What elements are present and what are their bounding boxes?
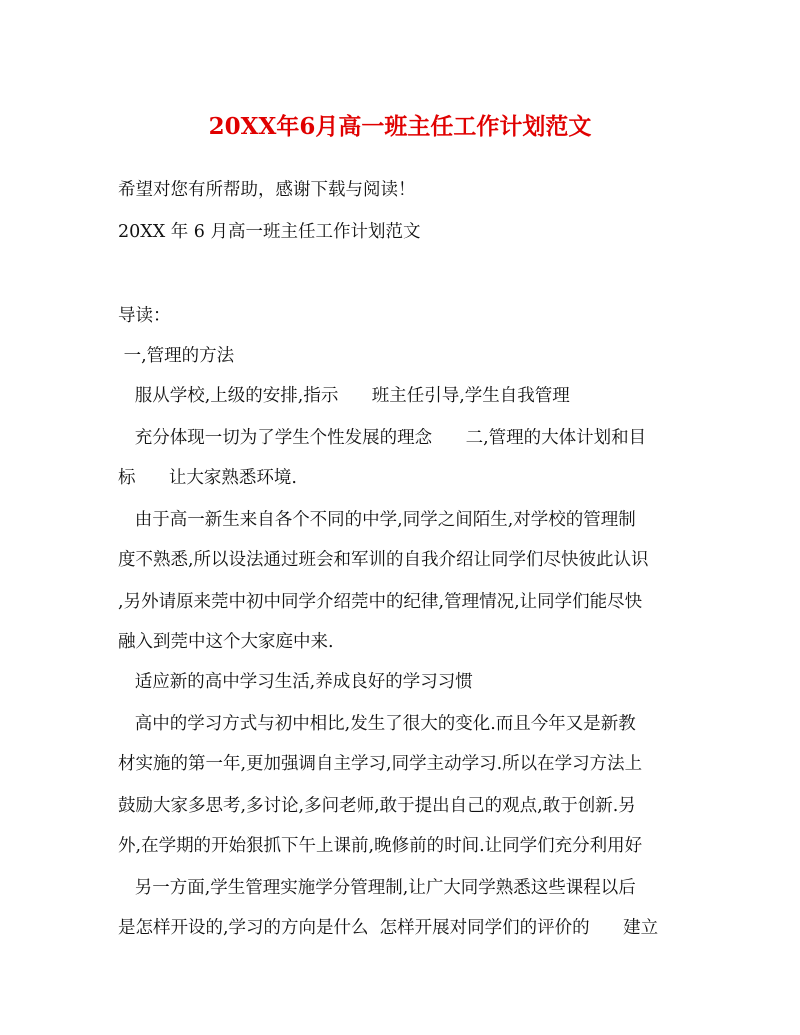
text-line: 20XX 年 6 月高一班主任工作计划范文 bbox=[118, 222, 421, 242]
text-line: 另一方面,学生管理实施学分管理制,让广大同学熟悉这些课程以后 bbox=[118, 878, 636, 898]
text-line: 是怎样开设的,学习的方向是什么 怎样开展对同学们的评价的 建立 bbox=[118, 918, 659, 938]
text-line: 标 让大家熟悉环境. bbox=[118, 468, 297, 488]
text-line: 度不熟悉,所以设法通过班会和军训的自我介绍让同学们尽快彼此认识 bbox=[118, 550, 649, 570]
text-line: 鼓励大家多思考,多讨论,多问老师,敢于提出自己的观点,敢于创新.另 bbox=[118, 796, 636, 816]
text-line: 一,管理的方法 bbox=[118, 346, 235, 366]
text-line: 充分体现一切为了学生个性发展的理念 二,管理的大体计划和目 bbox=[118, 428, 647, 448]
text-line: ,另外请原来莞中初中同学介绍莞中的纪律,管理情况,让同学们能尽快 bbox=[118, 592, 643, 612]
text-line: 融入到莞中这个大家庭中来. bbox=[118, 632, 334, 652]
text-line: 高中的学习方式与初中相比,发生了很大的变化.而且今年又是新教 bbox=[118, 714, 636, 734]
text-line: 导读： bbox=[118, 306, 171, 326]
text-line: 服从学校,上级的安排,指示 班主任引导,学生自我管理 bbox=[118, 386, 570, 406]
document-title: 20XX年6月高一班主任工作计划范文 bbox=[208, 113, 592, 140]
text-line: 希望对您有所帮助，感谢下载与阅读！ bbox=[118, 180, 416, 200]
text-line: 适应新的高中学习生活,养成良好的学习习惯 bbox=[118, 672, 473, 692]
text-line: 外,在学期的开始狠抓下午上课前,晚修前的时间.让同学们充分利用好 bbox=[118, 836, 643, 856]
text-line: 由于高一新生来自各个不同的中学,同学之间陌生,对学校的管理制 bbox=[118, 510, 636, 530]
text-line: 材实施的第一年,更加强调自主学习,同学主动学习.所以在学习方法上 bbox=[118, 754, 643, 774]
